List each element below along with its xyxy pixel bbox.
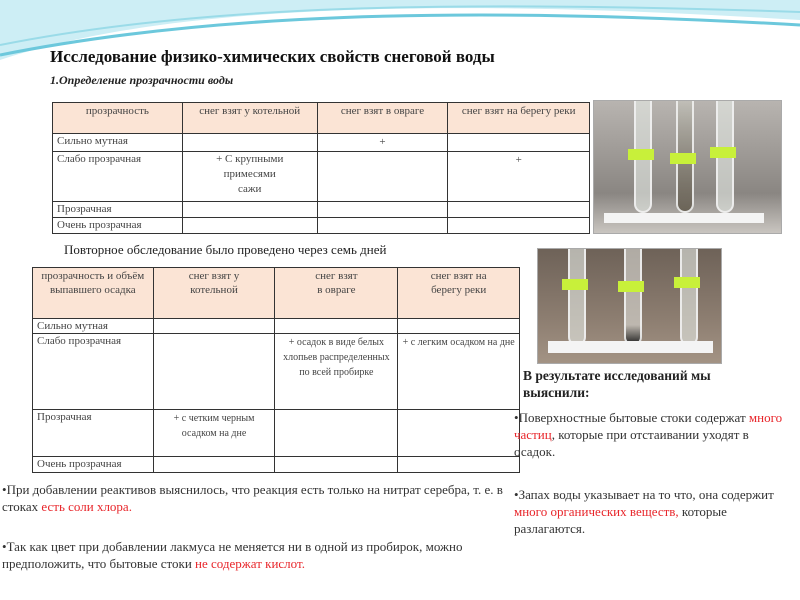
- cell: [448, 202, 590, 218]
- cell: + с четким черным осадком на дне: [153, 410, 275, 457]
- conclusion-heading: В результате исследований мы выяснили:: [523, 368, 711, 400]
- table-row: [33, 319, 520, 334]
- cell: [317, 218, 448, 234]
- cell: [182, 202, 317, 218]
- table-row: [53, 134, 590, 152]
- text: , которые при отстаивании уходят в осадок.: [514, 427, 749, 459]
- highlight-text: не содержат кислот.: [195, 556, 305, 571]
- table-row: [53, 218, 590, 234]
- table-row: [33, 457, 520, 473]
- row-label: Сильно мутная: [33, 319, 154, 334]
- cell: [275, 410, 398, 457]
- cell: + с легким осадком на дне: [398, 334, 520, 410]
- header-cell: снег взят на берегу реки: [398, 268, 520, 319]
- cell: [398, 457, 520, 473]
- transparency-table-2: [32, 267, 520, 473]
- repeat-note: Повторное обследование было проведено через семь дней: [64, 242, 387, 257]
- cell: + осадок в виде белых хлопьев распределенных по всей пробирке: [275, 334, 398, 410]
- text: Поверхностные бытовые стоки содержат: [518, 410, 749, 425]
- row-label: Слабо прозрачная: [33, 334, 154, 410]
- cell: [153, 334, 275, 410]
- test-tubes-photo-1: [593, 100, 782, 234]
- finding-bullet-1: •При добавлении реактивов выяснилось, что реакция есть только на нитрат серебра, т. е. в стоках есть соли хлора.: [2, 482, 503, 514]
- cell: [275, 457, 398, 473]
- cell: +: [448, 152, 590, 202]
- text: Так как цвет при добавлении лакмуса не меняется ни в одной из пробирок, можно предположить, что бытовые стоки: [2, 539, 463, 571]
- highlight-text: много частиц: [514, 410, 783, 442]
- row-label: Прозрачная: [33, 410, 154, 457]
- row-label: Сильно мутная: [53, 134, 183, 152]
- highlight-text: много органических веществ,: [514, 504, 679, 519]
- header-cell: снег взят на берегу реки: [448, 103, 590, 134]
- row-label: Прозрачная: [53, 202, 183, 218]
- cell: [275, 319, 398, 334]
- table-row: [53, 202, 590, 218]
- cell: [182, 134, 317, 152]
- transparency-table-1: [52, 102, 590, 234]
- section-subtitle: 1.Определение прозрачности воды: [50, 73, 234, 87]
- conclusion-bullet-1: •Поверхностные бытовые стоки содержат много частиц, которые при отстаивании уходят в осадок.: [514, 410, 783, 459]
- row-label: Слабо прозрачная: [53, 152, 183, 202]
- finding-bullet-2: •Так как цвет при добавлении лакмуса не меняется ни в одной из пробирок, можно предположить, что бытовые стоки не содержат кислот.: [2, 539, 463, 571]
- cell: [448, 218, 590, 234]
- page-title: Исследование физико-химических свойств снеговой воды: [50, 47, 495, 66]
- header-cell: снег взят у котельной: [182, 103, 317, 134]
- test-tubes-photo-2: [537, 248, 722, 364]
- header-cell: снег взят в овраге: [317, 103, 448, 134]
- row-label: Очень прозрачная: [53, 218, 183, 234]
- text: которые разлагаются.: [514, 504, 727, 536]
- cell: [398, 319, 520, 334]
- cell: +: [317, 134, 448, 152]
- cell: + С крупными примесями сажи: [182, 152, 317, 202]
- header-cell: снег взят в овраге: [275, 268, 398, 319]
- cell: [448, 134, 590, 152]
- cell: [317, 152, 448, 202]
- row-label: Очень прозрачная: [33, 457, 154, 473]
- cell: [398, 410, 520, 457]
- text: При добавлении реактивов выяснилось, что реакция есть только на нитрат серебра, т. е. в стоках: [2, 482, 503, 514]
- conclusion-bullet-2: •Запах воды указывает на то что, она содержит много органических веществ, которые разлагаются.: [514, 487, 774, 536]
- text: Запах воды указывает на то что, она содержит: [518, 487, 774, 502]
- cell: [153, 457, 275, 473]
- table-row: [33, 410, 520, 457]
- cell: [317, 202, 448, 218]
- header-cell: прозрачность: [53, 103, 183, 134]
- header-cell: снег взят у котельной: [153, 268, 275, 319]
- cell: [182, 218, 317, 234]
- highlight-text: есть соли хлора.: [41, 499, 132, 514]
- table-row: [33, 334, 520, 410]
- header-cell: прозрачность и объём выпавшего осадка: [33, 268, 154, 319]
- cell: [153, 319, 275, 334]
- table-row: [53, 152, 590, 202]
